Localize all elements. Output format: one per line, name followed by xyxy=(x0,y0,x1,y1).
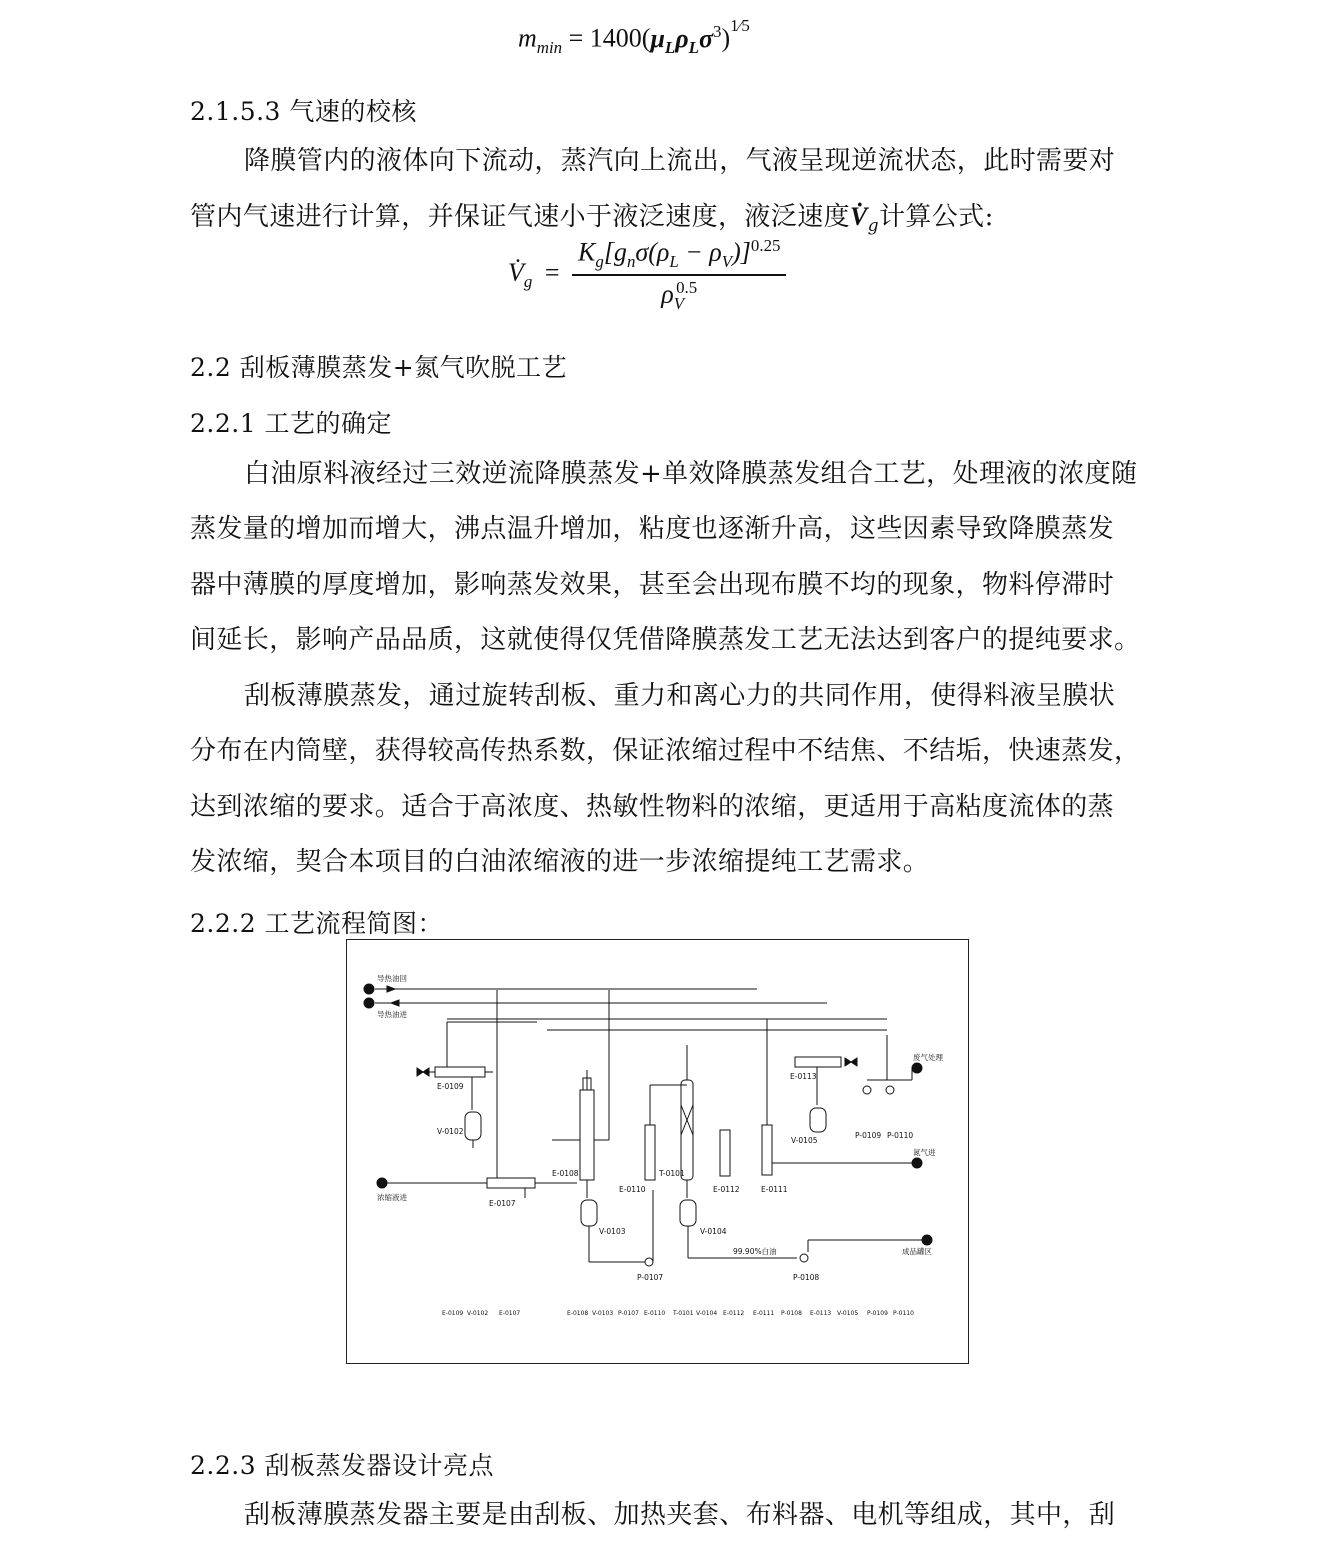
legend-e0112: E-0112 xyxy=(723,1310,745,1317)
label-v0102: V-0102 xyxy=(437,1127,464,1136)
legend-v0105: V-0105 xyxy=(837,1310,859,1317)
stream-label-top1: 导热油回 xyxy=(377,974,407,983)
vessel-v0102 xyxy=(465,1112,481,1148)
formula-m-min: $m_{min} = 1400(\mu_L\rho_L\sigma^3)^{1⁄5}$ xyxy=(518,16,750,57)
paragraph-scraper-evaporation: 刮板薄膜蒸发，通过旋转刮板、重力和离心力的共同作用，使得料液呈膜状 分布在内筒壁，获得较高传热系数，保证浓缩过程中不结焦、不结垢，快速蒸发， 达到浓缩的要求。适合于高浓度、热敏性物料的浓缩，更适用于高粘度流体的蒸 发浓缩，契合本项目的白油浓缩液的进一步浓缩提纯工艺需求。 xyxy=(190,681,1141,878)
legend-e0111: E-0111 xyxy=(753,1310,775,1317)
paragraph-scraper-design: 刮板薄膜蒸发器主要是由刮板、加热夹套、布料器、电机等组成，其中，刮 xyxy=(244,1500,1116,1530)
stream-label-top2: 导热油进 xyxy=(377,1010,407,1019)
label-e0107: E-0107 xyxy=(489,1199,516,1208)
label-p0110: P-0110 xyxy=(887,1131,914,1140)
label-e0110: E-0110 xyxy=(619,1185,646,1194)
label-e0113: E-0113 xyxy=(790,1072,817,1081)
label-e0112: E-0112 xyxy=(713,1185,740,1194)
label-e0109: E-0109 xyxy=(437,1082,464,1091)
legend-v0104: V-0104 xyxy=(696,1310,718,1317)
formula-flooding-velocity: $V̇_g$ = $\frac{K_g[g_n\sigma(\rho_L - \rho_V)]^{0.25}}{\rho_V^{0.5}}$ xyxy=(508,236,786,314)
legend-e0109: E-0109 xyxy=(442,1310,464,1317)
legend-e0113: E-0113 xyxy=(810,1310,832,1317)
legend-v0103: V-0103 xyxy=(592,1310,614,1317)
stream-label-product: 成品罐区 xyxy=(902,1247,932,1256)
heading-2-2-1: 2.2.1 工艺的确定 xyxy=(190,409,393,438)
paragraph-process-determination: 白油原料液经过三效逆流降膜蒸发+单效降膜蒸发组合工艺，处理液的浓度随 蒸发量的增加而增大，沸点温升增加，粘度也逐渐升高，这些因素导致降膜蒸发 器中薄膜的厚度增加，影响蒸发效果，甚至会出现布膜不均的现象，物料停滞时 间延长，影响产品品质，这就使得仅凭借降膜蒸发工艺无法达到客户的提纯要求。 xyxy=(190,459,1141,656)
label-e0108: E-0108 xyxy=(552,1169,579,1178)
stream-label-nitrogen: 氮气进 xyxy=(913,1148,936,1157)
label-v0103: V-0103 xyxy=(599,1227,626,1236)
legend-p0109: P-0109 xyxy=(867,1310,888,1317)
condenser-e0113 xyxy=(795,1035,922,1132)
label-v0104: V-0104 xyxy=(700,1227,727,1236)
stream-label-purity: 99.90%白油 xyxy=(733,1247,777,1256)
label-p0108: P-0108 xyxy=(793,1273,820,1282)
evaporator-e0108 xyxy=(552,990,609,1198)
condenser-e0109 xyxy=(417,1022,537,1110)
legend-p0108: P-0108 xyxy=(781,1310,802,1317)
legend-e0107: E-0107 xyxy=(499,1310,521,1317)
legend-v0102: V-0102 xyxy=(467,1310,489,1317)
heading-2-1-5-3: 2.1.5.3 气速的校核 xyxy=(190,97,417,126)
fraction: $\frac{K_g[g_n\sigma(\rho_L - \rho_V)]^{0.25}}{\rho_V^{0.5}}$ xyxy=(572,236,786,314)
label-v0105: V-0105 xyxy=(791,1136,818,1145)
legend-t0101: T-0101 xyxy=(673,1310,694,1317)
label-p0109: P-0109 xyxy=(855,1131,882,1140)
heading-2-2: 2.2 刮板薄膜蒸发+氮气吹脱工艺 xyxy=(190,353,568,382)
legend-e0108: E-0108 xyxy=(567,1310,589,1317)
heading-2-2-2: 2.2.2 工艺流程简图： xyxy=(190,909,444,938)
stream-label-feed: 浓缩液进 xyxy=(377,1193,407,1202)
label-e0111: E-0111 xyxy=(761,1185,788,1194)
legend-p0110: P-0110 xyxy=(893,1310,914,1317)
top-headers xyxy=(364,984,887,1030)
process-flow-diagram xyxy=(346,939,969,1364)
exchangers-e0112-e0111 xyxy=(720,1019,922,1176)
feed-line xyxy=(377,990,577,1198)
legend-e0110: E-0110 xyxy=(644,1310,666,1317)
flow-diagram-svg xyxy=(347,940,970,1365)
paragraph-velocity-check: 降膜管内的液体向下流动，蒸汽向上流出，气液呈现逆流状态，此时需要对 管内气速进行计算，并保证气速小于液泛速度，液泛速度$V̇_g$计算公式: xyxy=(190,146,1116,236)
label-t0101: T-0101 xyxy=(659,1169,685,1178)
equipment-legend xyxy=(442,1310,914,1317)
heading-2-2-3: 2.2.3 刮板蒸发器设计亮点 xyxy=(190,1451,495,1480)
legend-p0107: P-0107 xyxy=(618,1310,639,1317)
stream-label-vent: 废气处理 xyxy=(913,1053,943,1062)
label-p0107: P-0107 xyxy=(637,1273,664,1282)
